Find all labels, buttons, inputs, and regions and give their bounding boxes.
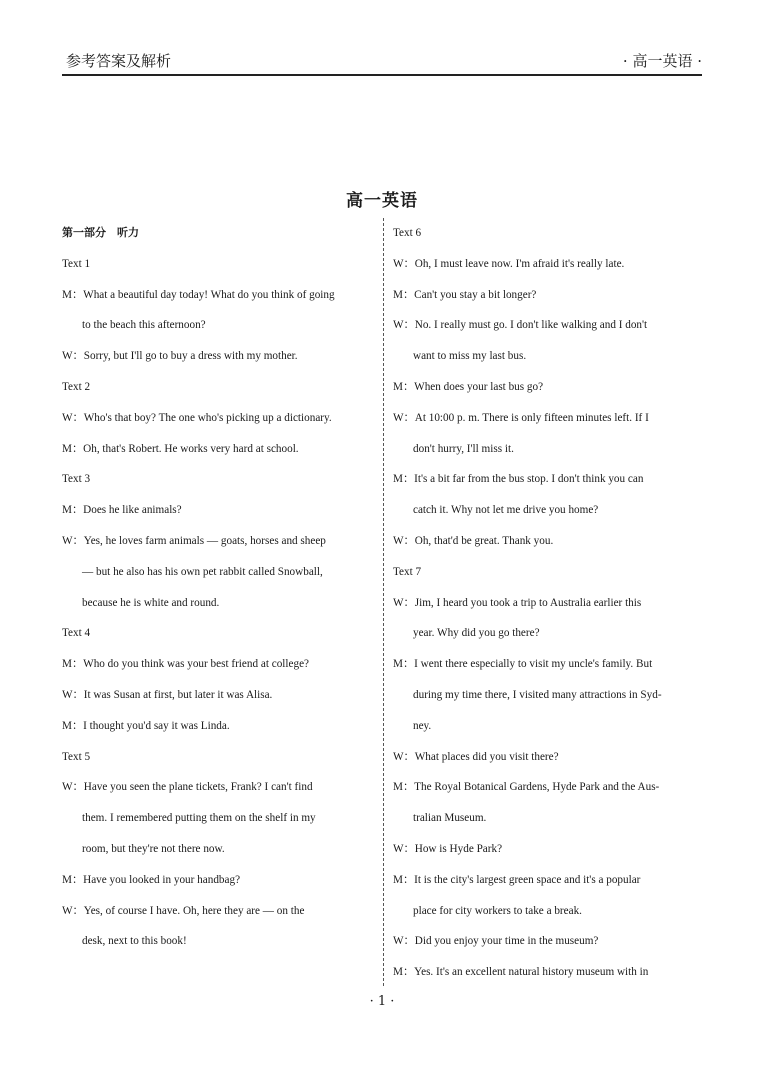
dialogue-line: [393, 772, 703, 803]
left-column: [62, 218, 372, 957]
dialogue-continuation: desk, next to this book!: [82, 935, 187, 948]
dialogue-line: [62, 495, 372, 526]
speaker-label: M：: [62, 504, 84, 517]
text-label: Text 4: [62, 627, 91, 640]
speaker-label: M：: [393, 658, 415, 671]
dialogue-line: [62, 526, 372, 557]
dialogue-line: [393, 310, 703, 341]
speaker-label: M：: [393, 873, 415, 886]
right-column: [393, 218, 703, 988]
text-label: Text 2: [62, 380, 91, 393]
column-divider: [383, 218, 384, 986]
dialogue-text: It was Susan at first, but later it was Alisa.: [83, 688, 273, 701]
dialogue-continuation: year. Why did you go there?: [413, 627, 540, 640]
speaker-label: W：: [393, 411, 415, 424]
speaker-label: M：: [393, 966, 415, 979]
speaker-label: W：: [62, 534, 84, 547]
dialogue-line: [393, 280, 703, 311]
speaker-label: W：: [62, 411, 84, 424]
dialogue-text: How is Hyde Park?: [414, 842, 503, 855]
speaker-label: W：: [393, 257, 415, 270]
speaker-label: W：: [393, 596, 415, 609]
dialogue-text: Oh, that'd be great. Thank you.: [414, 534, 554, 547]
dialogue-line: [393, 649, 703, 680]
speaker-label: W：: [62, 688, 84, 701]
dialogue-continuation: to the beach this afternoon?: [82, 319, 206, 332]
dialogue-text: What places did you visit there?: [414, 750, 559, 763]
dialogue-text: Did you enjoy your time in the museum?: [414, 935, 599, 948]
speaker-label: M：: [393, 781, 415, 794]
page-title: 高一英语: [346, 191, 418, 211]
dialogue-line: [393, 526, 703, 557]
speaker-label: M：: [62, 873, 84, 886]
dialogue-text: Can't you stay a bit longer?: [414, 288, 537, 301]
dialogue-continuation: because he is white and round.: [82, 596, 220, 609]
dialogue-line: [393, 464, 703, 495]
dialogue-line: [62, 649, 372, 680]
dialogue-line: [393, 957, 703, 988]
text-label: Text 3: [62, 473, 91, 486]
dialogue-text: Who's that boy? The one who's picking up a dictionary.: [83, 411, 332, 424]
speaker-label: W：: [393, 750, 415, 763]
dialogue-line: [393, 926, 703, 957]
dialogue-continuation: room, but they're not there now.: [82, 842, 225, 855]
dialogue-continuation: during my time there, I visited many attractions in Syd-: [413, 688, 662, 701]
section-title: 第一部分 听力: [62, 226, 139, 239]
dialogue-continuation: — but he also has his own pet rabbit called Snowball,: [82, 565, 323, 578]
dialogue-continuation: want to miss my last bus.: [413, 350, 527, 363]
dialogue-text: The Royal Botanical Gardens, Hyde Park and the Aus-: [414, 781, 660, 794]
dialogue-text: Have you seen the plane tickets, Frank? I can't find: [83, 781, 313, 794]
dialogue-text: Does he like animals?: [83, 504, 182, 517]
dialogue-line: [62, 403, 372, 434]
dialogue-line: [393, 834, 703, 865]
header-rule: [62, 74, 702, 76]
text-label: Text 5: [62, 750, 91, 763]
dialogue-line: [62, 680, 372, 711]
dialogue-line: [393, 865, 703, 896]
text-label: Text 6: [393, 227, 422, 239]
dialogue-line: [62, 896, 372, 927]
dialogue-text: Oh, that's Robert. He works very hard at school.: [83, 442, 299, 455]
dialogue-text: Jim, I heard you took a trip to Australia earlier this: [414, 596, 642, 609]
dialogue-line: [393, 742, 703, 773]
speaker-label: W：: [393, 319, 415, 332]
dialogue-text: When does your last bus go?: [414, 380, 544, 393]
speaker-label: W：: [393, 842, 415, 855]
dialogue-text: Yes. It's an excellent natural history museum with in: [414, 966, 649, 979]
text-label: Text 1: [62, 257, 91, 270]
dialogue-line: [393, 372, 703, 403]
speaker-label: W：: [62, 350, 84, 363]
speaker-label: M：: [393, 380, 415, 393]
dialogue-continuation: tralian Museum.: [413, 812, 487, 825]
dialogue-text: Yes, of course I have. Oh, here they are — on the: [83, 904, 305, 917]
dialogue-line: [393, 588, 703, 619]
dialogue-continuation: place for city workers to take a break.: [413, 904, 582, 917]
dialogue-text: Oh, I must leave now. I'm afraid it's really late.: [414, 257, 625, 270]
speaker-label: M：: [62, 288, 84, 301]
dialogue-line: [62, 434, 372, 465]
page-number: · 1 ·: [369, 994, 395, 1009]
dialogue-text: I thought you'd say it was Linda.: [83, 719, 230, 732]
dialogue-text: Sorry, but I'll go to buy a dress with my mother.: [83, 350, 298, 363]
speaker-label: W：: [393, 534, 415, 547]
header-left-title: 参考答案及解析: [66, 52, 172, 70]
dialogue-line: [62, 341, 372, 372]
dialogue-text: I went there especially to visit my uncle's family. But: [414, 658, 653, 671]
dialogue-text: It's a bit far from the bus stop. I don't think you can: [414, 473, 644, 486]
dialogue-line: [62, 865, 372, 896]
speaker-label: M：: [393, 288, 415, 301]
dialogue-text: Who do you think was your best friend at college?: [83, 658, 310, 671]
dialogue-text: What a beautiful day today! What do you think of going: [83, 288, 335, 301]
dialogue-continuation: them. I remembered putting them on the shelf in my: [82, 812, 316, 825]
dialogue-line: [393, 249, 703, 280]
dialogue-line: [62, 772, 372, 803]
speaker-label: W：: [62, 781, 84, 794]
text-label: Text 7: [393, 565, 422, 578]
speaker-label: M：: [62, 442, 84, 455]
dialogue-text: Have you looked in your handbag?: [83, 873, 241, 886]
dialogue-line: [393, 403, 703, 434]
dialogue-continuation: ney.: [413, 719, 432, 732]
dialogue-text: No. I really must go. I don't like walking and I don't: [414, 319, 648, 332]
dialogue-line: [62, 280, 372, 311]
dialogue-continuation: don't hurry, I'll miss it.: [413, 442, 514, 455]
dialogue-text: At 10:00 p. m. There is only fifteen minutes left. If I: [414, 411, 649, 424]
speaker-label: W：: [393, 935, 415, 948]
speaker-label: M：: [62, 719, 84, 732]
header-right-title: · 高一英语 ·: [622, 52, 702, 70]
speaker-label: W：: [62, 904, 84, 917]
dialogue-continuation: catch it. Why not let me drive you home?: [413, 504, 599, 517]
dialogue-text: Yes, he loves farm animals — goats, horses and sheep: [83, 534, 326, 547]
speaker-label: M：: [393, 473, 415, 486]
dialogue-line: [62, 711, 372, 742]
page-header: [62, 50, 702, 72]
dialogue-text: It is the city's largest green space and it's a popular: [414, 873, 641, 886]
speaker-label: M：: [62, 658, 84, 671]
